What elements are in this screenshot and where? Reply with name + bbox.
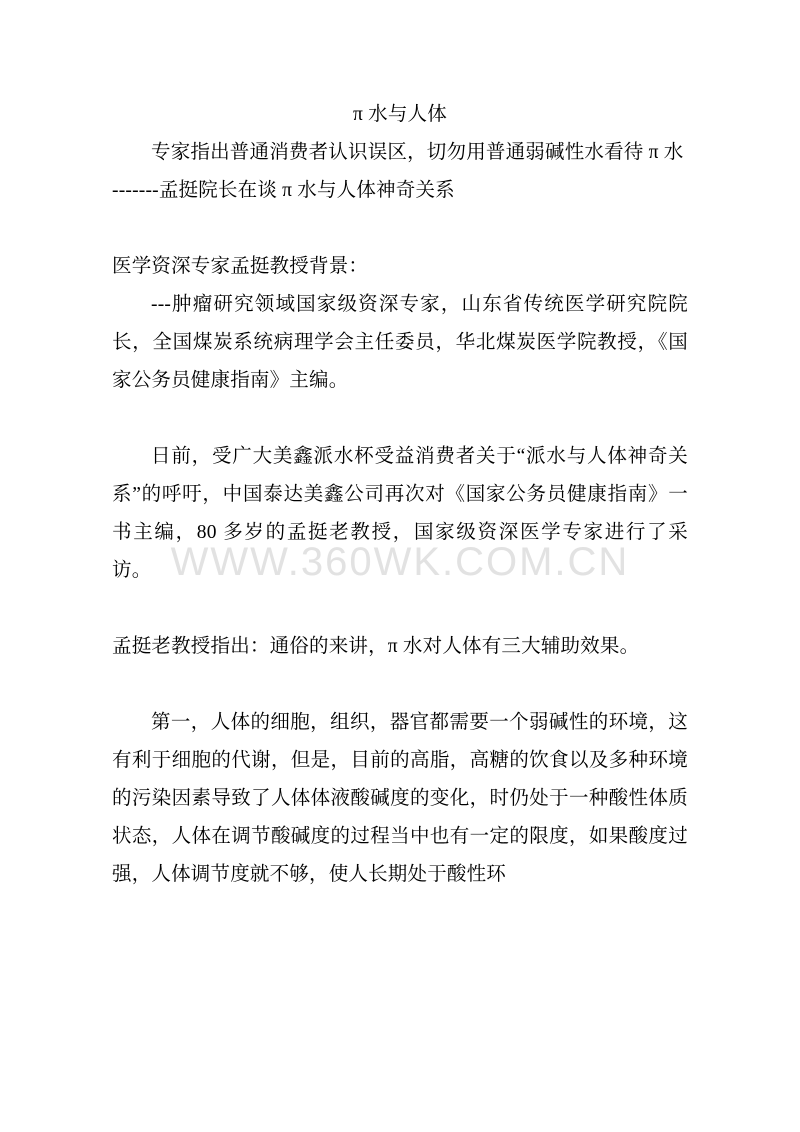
lead-paragraph: 孟挺老教授指出：通俗的来讲，π 水对人体有三大辅助效果。 [112,636,640,657]
intro-paragraph: 日前，受广大美鑫派水杯受益消费者关于“派水与人体神奇关系”的呼吁，中国泰达美鑫公司再次对《国家公务员健康指南》一书主编，80 多岁的孟挺老教授，国家级资深医学专家进行了采访。 [112,446,688,581]
bio-paragraph: ---肿瘤研究领域国家级资深专家，山东省传统医学研究院院长，全国煤炭系统病理学会主任委员，华北煤炭医学院教授，《国家公务员健康指南》主编。 [112,294,688,391]
spacer [112,210,688,248]
bio-heading: 医学资深专家孟挺教授背景： [112,256,369,277]
spacer [112,400,688,438]
spacer [112,666,688,704]
spacer [112,590,688,628]
document-byline: -------孟挺院长在谈 π 水与人体神奇关系 [112,180,455,201]
page-title: π 水与人体 [353,104,447,125]
point-one-paragraph: 第一，人体的细胞，组织，器官都需要一个弱碱性的环境，这有利于细胞的代谢，但是，目前的高脂，高糖的饮食以及多种环境的污染因素导致了人体体液酸碱度的变化，时仍处于一种酸性体质状态，人体在调节酸碱度的过程当中也有一定的限度，如果酸度过强，人体调节度就不够，使人长期处于酸性环 [112,712,688,885]
watermark-text: WWW.360WK.COM.CN [170,540,630,584]
document-subtitle: 专家指出普通消费者认识误区，切勿用普通弱碱性水看待 π 水 [151,142,684,163]
document-body [112,96,688,894]
